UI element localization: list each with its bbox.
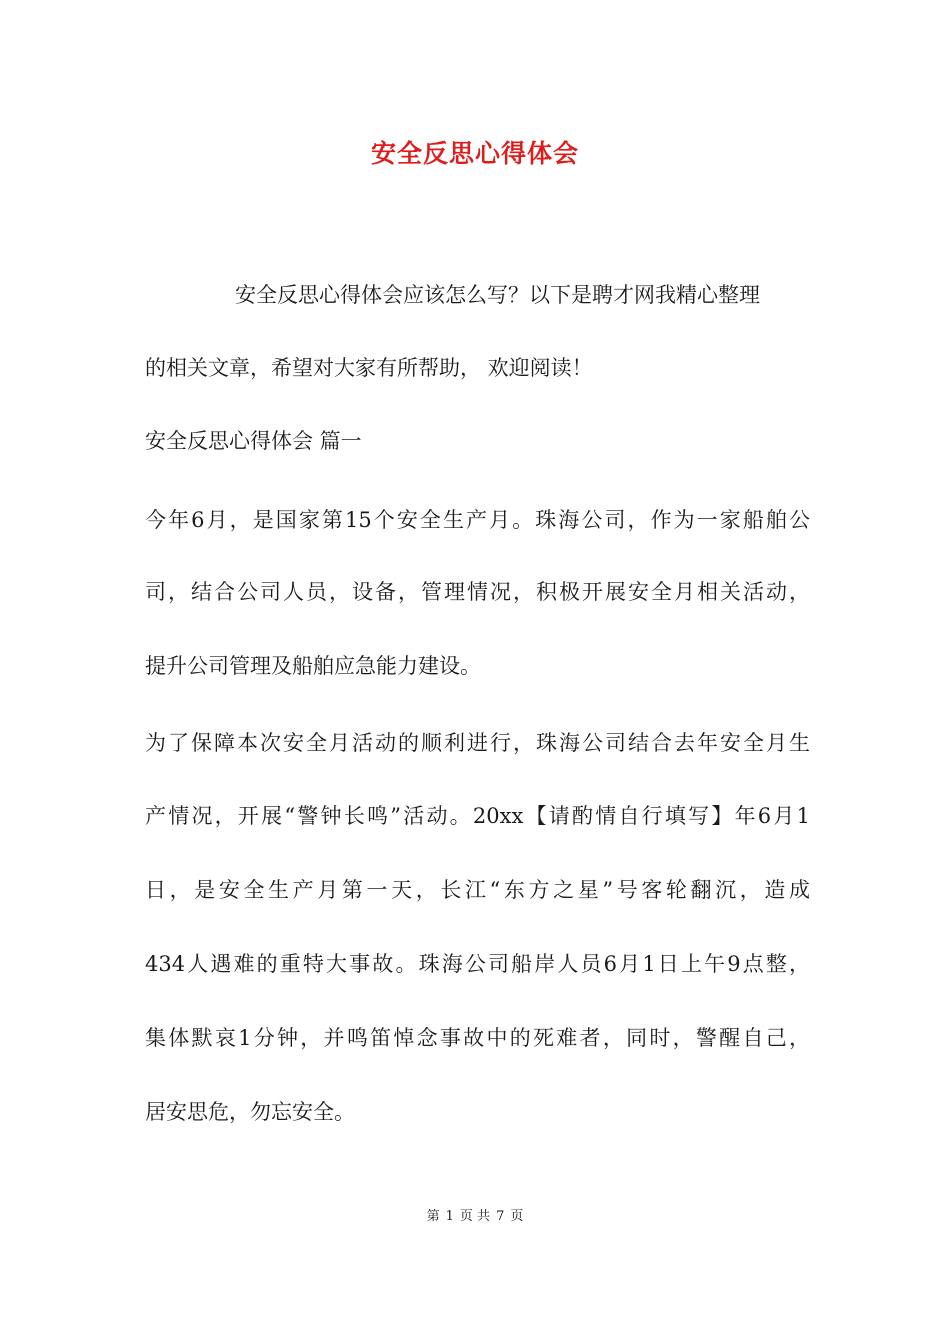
paragraph-line: 434人遇难的重特大事故。珠海公司船岸人员6月1日上午9点整， bbox=[145, 952, 810, 976]
paragraph-line: 日，是安全生产月第一天，长江“东方之星”号客轮翻沉，造成 bbox=[145, 878, 810, 902]
document-title: 安全反思心得体会 bbox=[370, 139, 579, 168]
page-label-prefix: 第 bbox=[426, 1209, 440, 1224]
paragraph-line: 司，结合公司人员，设备，管理情况，积极开展安全月相关活动， bbox=[145, 580, 810, 604]
section-heading: 安全反思心得体会 篇一 bbox=[145, 429, 362, 453]
page-label-suffix: 页 bbox=[510, 1209, 524, 1224]
total-pages-number: 7 bbox=[496, 1209, 505, 1224]
page-label-mid: 页 共 bbox=[459, 1209, 491, 1224]
paragraph-line: 居安思危，勿忘安全。 bbox=[145, 1100, 355, 1124]
paragraph-line: 提升公司管理及船舶应急能力建设。 bbox=[145, 654, 481, 678]
paragraph-line: 集体默哀1分钟，并鸣笛悼念事故中的死难者，同时，警醒自己， bbox=[145, 1026, 810, 1050]
paragraph-line: 今年6月，是国家第15个安全生产月。珠海公司，作为一家船舶公 bbox=[145, 508, 810, 532]
current-page-number: 1 bbox=[445, 1209, 454, 1224]
paragraph-line: 的相关文章，希望对大家有所帮助， 欢迎阅读！ bbox=[145, 356, 593, 380]
paragraph-line: 为了保障本次安全月活动的顺利进行，珠海公司结合去年安全月生 bbox=[145, 731, 810, 755]
paragraph-line: 安全反思心得体会应该怎么写？以下是聘才网我精心整理 bbox=[235, 283, 760, 307]
page-footer bbox=[0, 1207, 950, 1227]
paragraph-line: 产情况，开展“警钟长鸣”活动。20xx【请酌情自行填写】年6月1 bbox=[145, 804, 810, 828]
